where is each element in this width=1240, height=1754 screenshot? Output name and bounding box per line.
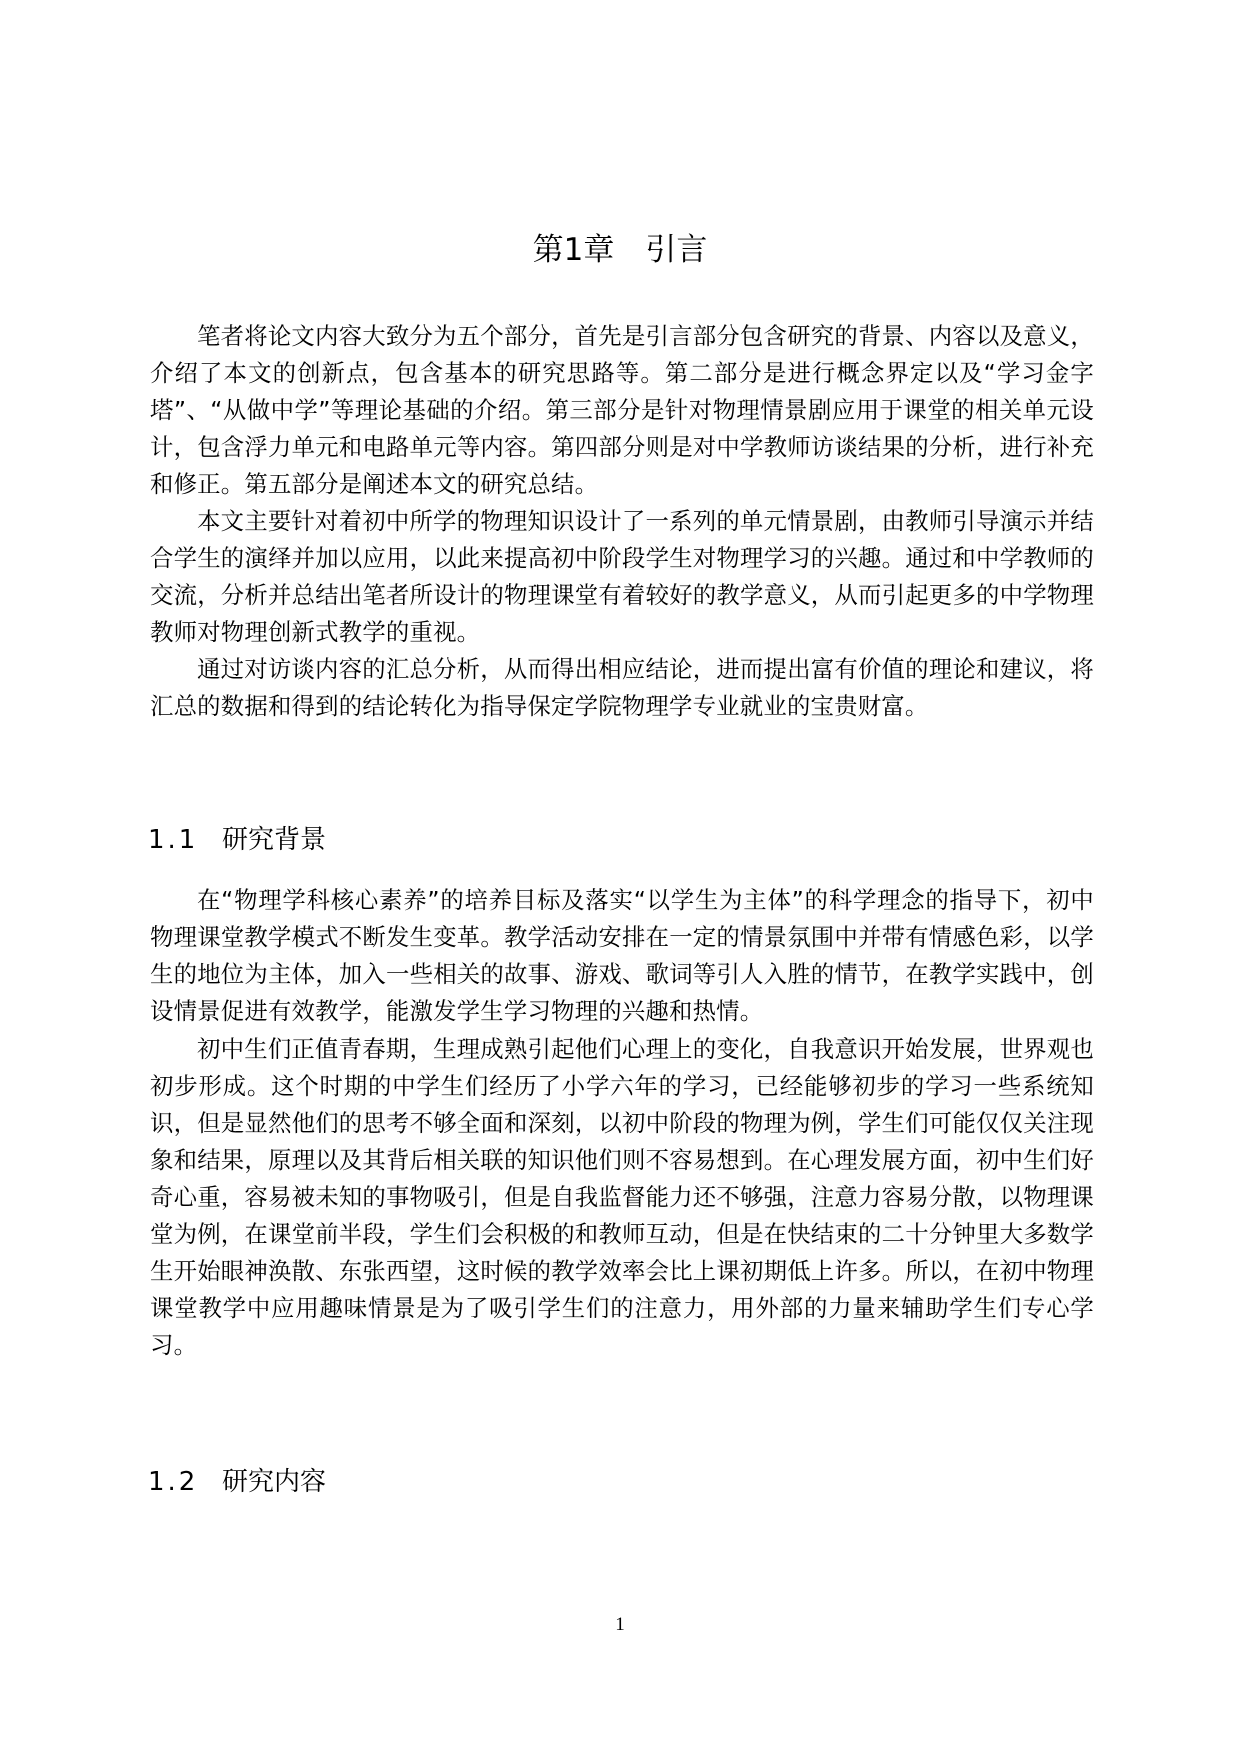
intro-paragraph-1: 笔者将论文内容大致分为五个部分，首先是引言部分包含研究的背景、内容以及意义，介绍了本文的创新点，包含基本的研究思路等。第二部分是进行概念界定以及“学习金字塔”、“从做中学”等理论基础的介绍。第三部分是针对物理情景剧应用于课堂的相关单元设计，包含浮力单元和电路单元等内容。第四部分则是对中学教师访谈结果的分析，进行补充和修正。第五部分是阐述本文的研究总结。 <box>150 322 1094 498</box>
section-heading-1-1 <box>148 822 326 858</box>
intro-paragraph-3: 通过对访谈内容的汇总分析，从而得出相应结论，进而提出富有价值的理论和建议，将汇总的数据和得到的结论转化为指导保定学院物理学专业就业的宝贵财富。 <box>150 655 1094 720</box>
section-number: 1.2 <box>148 1467 199 1497</box>
section-1-1-paragraph-1: 在“物理学科核心素养”的培养目标及落实“以学生为主体”的科学理念的指导下，初中物理课堂教学模式不断发生变革。教学活动安排在一定的情景氛围中并带有情感色彩，以学生的地位为主体，加入一些相关的故事、游戏、歌词等引人入胜的情节，在教学实践中，创设情景促进有效教学，能激发学生学习物理的兴趣和热情。 <box>150 886 1094 1025</box>
section-number: 1.1 <box>148 825 199 855</box>
section-title: 研究内容 <box>222 1467 327 1497</box>
section-title: 研究背景 <box>222 825 327 855</box>
section-1-1-paragraph-2: 初中生们正值青春期，生理成熟引起他们心理上的变化，自我意识开始发展，世界观也初步形成。这个时期的中学生们经历了小学六年的学习，已经能够初步的学习一些系统知识，但是显然他们的思考不够全面和深刻，以初中阶段的物理为例，学生们可能仅仅关注现象和结果，原理以及其背后相关联的知识他们则不容易想到。在心理发展方面，初中生们好奇心重，容易被未知的事物吸引，但是自我监督能力还不够强，注意力容易分散，以物理课堂为例，在课堂前半段，学生们会积极的和教师互动，但是在快结束的二十分钟里大多数学生开始眼神涣散、东张西望，这时候的教学效率会比上课初期低上许多。所以，在初中物理课堂教学中应用趣味情景是为了吸引学生们的注意力，用外部的力量来辅助学生们专心学习。 <box>150 1035 1094 1359</box>
page-number: 1 <box>615 1614 625 1635</box>
intro-paragraph-2: 本文主要针对着初中所学的物理知识设计了一系列的单元情景剧，由教师引导演示并结合学生的演绎并加以应用，以此来提高初中阶段学生对物理学习的兴趣。通过和中学教师的交流，分析并总结出笔者所设计的物理课堂有着较好的教学意义，从而引起更多的中学物理教师对物理创新式教学的重视。 <box>150 507 1094 646</box>
chapter-title: 第1章 引言 <box>532 232 708 268</box>
section-heading-1-2 <box>148 1464 326 1500</box>
